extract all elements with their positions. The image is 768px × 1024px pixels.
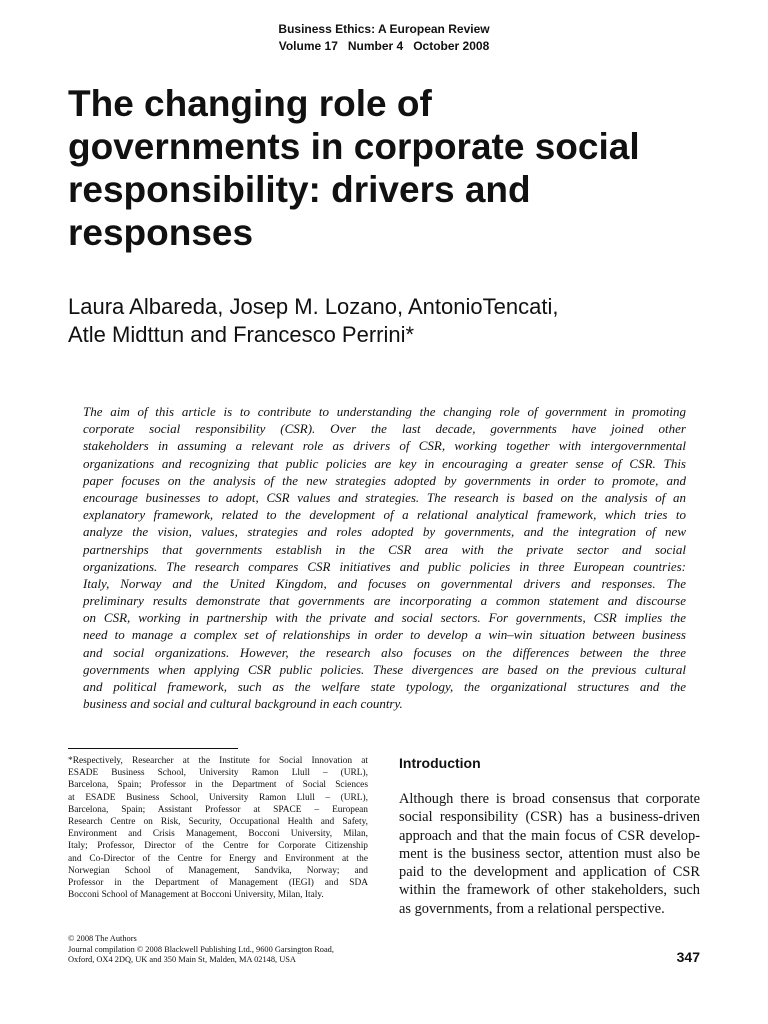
author-footnote [68, 755, 368, 901]
copyright-notice [68, 934, 398, 966]
abstract-line: corporate social responsibility (CSR). Over the last decade, governments have joined other [83, 421, 686, 437]
abstract-line: and social organizations. However, the research also focuses on the differences between the three [83, 644, 686, 660]
footnote-line: Barcelona, Spain; Professor in the Department of Social Sciences [68, 780, 368, 791]
footnote-line: ESADE Business School, University Ramon Llull – (URL), [68, 768, 368, 779]
journal-header [0, 21, 768, 55]
author-list [68, 293, 728, 349]
abstract-line: organizations and recognizing that public policies are key in encouraging a greater sense of CSR. This [83, 455, 686, 471]
abstract-line: partnerships that governments establish in the CSR area with the private sector and social [83, 541, 686, 557]
intro-line: as governments, from a relational perspective. [399, 900, 665, 917]
abstract-line: The aim of this article is to contribute to understanding the changing role of government in promoting [83, 404, 686, 419]
footnote-line: Professor in the Department of Management (IEGI) and SDA [68, 877, 368, 888]
intro-line: Although there is broad consensus that corporate [399, 791, 700, 807]
abstract-line: governments when applying CSR public policies. These divergences are based on the previous cultural [83, 661, 686, 677]
section-heading-introduction: Introduction [399, 755, 481, 771]
article-title [68, 82, 728, 254]
footnote-line: *Respectively, Researcher at the Institute for Social Innovation at [68, 756, 368, 766]
abstract-line: on CSR, working in partnership with the private and social sectors. For governments, CSR implies the [83, 610, 686, 626]
footnote-line: Environment and Crisis Management, Bocconi University, Milan, [68, 829, 368, 840]
abstract-line: and political framework, such as the welfare state typology, the organizational structures and the [83, 679, 686, 694]
footnote-divider [68, 748, 238, 749]
page-number: 347 [676, 949, 700, 965]
intro-line: ment is the business sector, attention must also be [399, 845, 700, 862]
abstract-line: explanatory framework, related to the development of a relational analytical framework, which tries to [83, 507, 686, 523]
title-line: responsibility: drivers and [68, 169, 531, 210]
author-line: Laura Albareda, Josep M. Lozano, AntonioTencati, [68, 294, 559, 319]
journal-name: Business Ethics: A European Review [278, 22, 490, 36]
abstract-line: organizations. The research compares CSR initiatives and public policies in three European countries: [83, 558, 686, 574]
copyright-line: Oxford, OX4 2DQ, UK and 350 Main St, Malden, MA 02148, USA [68, 955, 296, 965]
footnote-line: and Co-Director of the Centre for Energy and Environment at the [68, 853, 368, 864]
abstract-line: analyze the vision, values, strategies and roles adopted by governments, and the integration of new [83, 524, 686, 540]
abstract-line: Italy, Norway and the United Kingdom, and focuses on governmental drivers and responses. The [83, 575, 686, 591]
intro-line: within the framework of other stakeholders, such [399, 882, 700, 899]
title-line: responses [68, 212, 254, 253]
copyright-line: © 2008 The Authors [68, 934, 137, 943]
abstract-line: preliminary results demonstrate that governments are incorporating a common statement and discourse [83, 593, 686, 609]
abstract-line: paper focuses on the analysis of the new strategies adopted by governments in order to promote, and [83, 472, 686, 488]
journal-issue: Volume 17 Number 4 October 2008 [278, 39, 490, 53]
footnote-line: Norwegian School of Management, Sandvika, Norway; and [68, 865, 368, 876]
footnote-line: at ESADE Business School, University Ramon Llull – (URL), [68, 792, 368, 803]
abstract-line: encourage businesses to adopt, CSR values and strategies. The research is based on the analysis of an [83, 489, 686, 505]
introduction-paragraph [399, 790, 700, 918]
abstract-line: business and social and cultural background in each country. [83, 696, 403, 712]
footnote-line: Barcelona, Spain; Assistant Professor at SPACE – European [68, 804, 368, 815]
abstract [83, 403, 686, 712]
author-line: Atle Midttun and Francesco Perrini* [68, 322, 415, 347]
abstract-line: need to manage a complex set of relationships in order to develop a win–win situation between business [83, 627, 686, 643]
footnote-line: Italy; Professor, Director of the Centre for Corporate Citizenship [68, 841, 368, 852]
footnote-line: Bocconi School of Management at Bocconi University, Milan, Italy. [68, 890, 324, 901]
title-line: governments in corporate social [68, 126, 640, 167]
title-line: The changing role of [68, 83, 432, 124]
intro-line: social responsibility (CSR) has a business-driven [399, 809, 700, 826]
footnote-line: Research Centre on Risk, Security, Occupational Health and Safety, [68, 816, 368, 827]
copyright-line: Journal compilation © 2008 Blackwell Publishing Ltd., 9600 Garsington Road, [68, 944, 334, 954]
abstract-line: stakeholders in assuming a relevant role as drivers of CSR, working together with intergovernmental [83, 438, 686, 454]
intro-line: approach and that the main focus of CSR develop- [399, 827, 700, 844]
intro-line: paid to the development and application of CSR [399, 864, 700, 881]
